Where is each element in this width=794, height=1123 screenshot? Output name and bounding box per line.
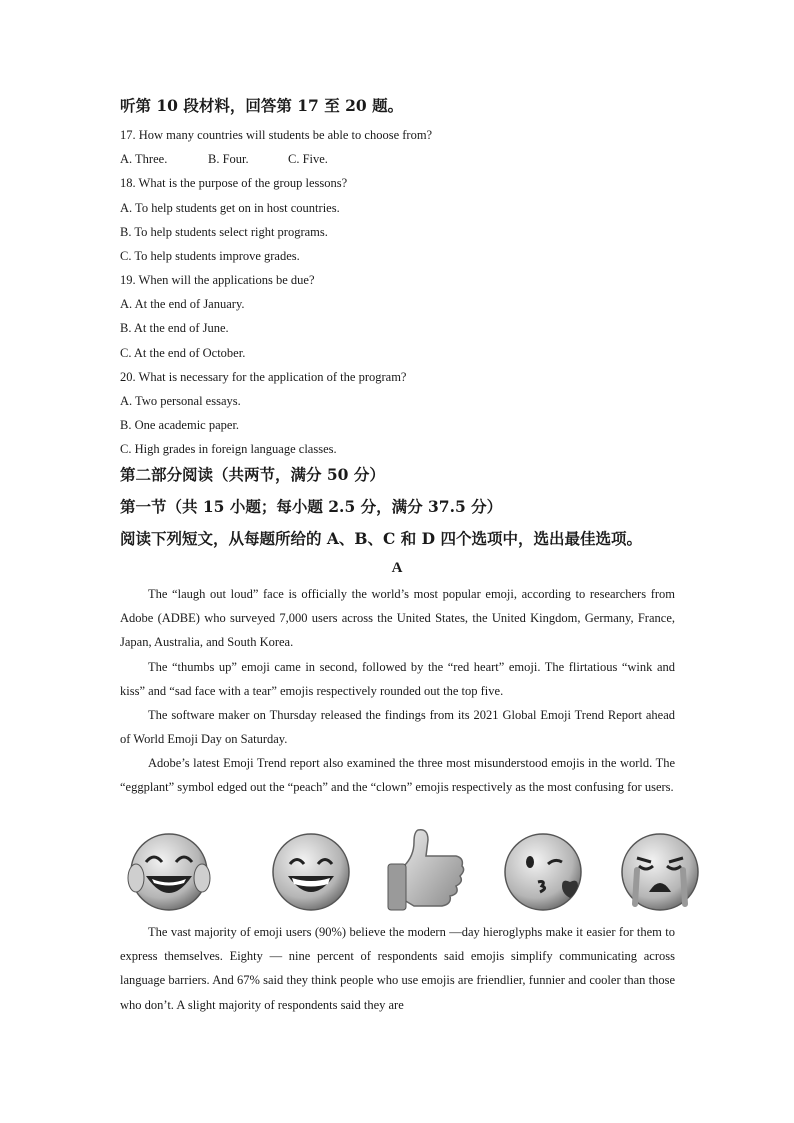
question-19-option-b: B. At the end of June. [120,321,229,335]
reading-part-title: 第二部分阅读（共两节，满分 50 分） [120,465,385,484]
question-17-options [120,151,328,167]
passage-paragraph-5: The vast majority of emoji users (90%) believe the modern —day hieroglyphs make it easier for them to express themselves. Eighty — nine percent of respondents said emojis simplify communicating across language barriers. And 67% said they think people who use emojis are friendlier, funnier and cooler than those who don’t. A slight majority of respondents said they are [120,925,675,1012]
passage-paragraph-1: The “laugh out loud” face is officially the world’s most popular emoji, according to researchers from Adobe (ADBE) who surveyed 7,000 users across the United States, the United Kingdom, Germany, France, Japan, Australia, and South Korea. [120,587,675,650]
thumbs-up-emoji-icon [384,826,466,916]
grinning-smile-emoji-icon [268,828,354,916]
reading-section-title: 第一节（共 15 小题；每小题 2.5 分，满分 37.5 分） [120,497,503,516]
question-18-option-a: A. To help students get on in host countries. [120,201,340,215]
wink-kiss-emoji-icon [500,828,586,916]
question-19-stem: 19. When will the applications be due? [120,273,315,287]
listening-heading: 听第 10 段材料，回答第 17 至 20 题。 [120,96,404,115]
question-20-option-c: C. High grades in foreign language classes. [120,442,337,456]
question-17-option-c: C. Five. [288,152,328,166]
question-18-option-c: C. To help students improve grades. [120,249,300,263]
passage-label: A [391,560,403,576]
question-20-option-a: A. Two personal essays. [120,394,241,408]
crying-face-emoji-icon [617,828,703,916]
question-17-option-a: A. Three. [120,152,168,166]
question-17-stem: 17. How many countries will students be able to choose from? [120,128,433,142]
question-19-option-c: C. At the end of October. [120,346,246,360]
passage-paragraph-4: Adobe’s latest Emoji Trend report also examined the three most misunderstood emojis in the world. The “eggplant” symbol edged out the “peach” and the “clown” emojis respectively as the most confusing for users. [120,756,675,795]
question-18-option-b: B. To help students select right programs. [120,225,328,239]
question-20-option-b: B. One academic paper. [120,418,240,432]
question-19-option-a: A. At the end of January. [120,297,245,311]
passage-paragraph-2: The “thumbs up” emoji came in second, followed by the “red heart” emoji. The flirtatious “wink and kiss” and “sad face with a tear” emojis respectively rounded out the top five. [120,660,675,699]
reading-instruction: 阅读下列短文，从每题所给的 A、B、C 和 D 四个选项中，选出最佳选项。 [120,529,642,548]
laughing-tears-emoji-icon [126,828,212,916]
question-17-option-b: B. Four. [208,152,249,166]
passage-paragraph-3: The software maker on Thursday released the findings from its 2021 Global Emoji Trend Report ahead of World Emoji Day on Saturday. [120,708,675,747]
question-18-stem: 18. What is the purpose of the group lessons? [120,176,348,190]
question-20-stem: 20. What is necessary for the application of the program? [120,370,407,384]
